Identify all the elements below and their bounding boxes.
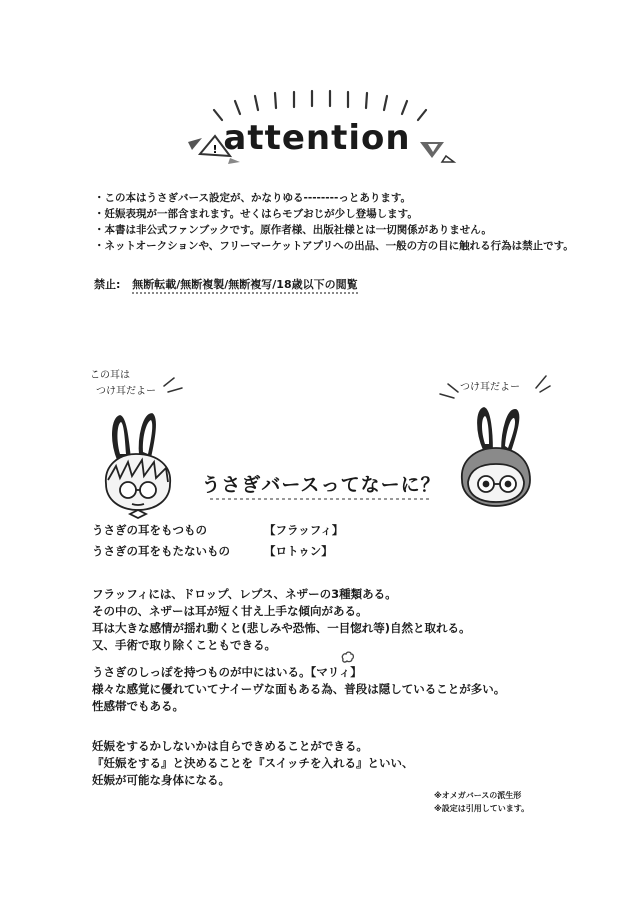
footnote-1: ※オメガバースの派生形 (434, 791, 522, 800)
paragraph-line: 妊娠をするかしないかは自らできめることができる。 (92, 739, 368, 753)
paragraph-line: 性感帯でもある。 (92, 699, 184, 713)
right-speech: つけ耳だよー (460, 382, 520, 393)
paragraph-line: 様々な感覚に優れていてナイーヴな面もある為、普段は隠していることが多い。 (92, 682, 506, 696)
paragraph-line: 耳は大きな感情が揺れ動くと(悲しみや恐怖、一目惚れ等)自然と取れる。 (92, 621, 471, 635)
svg-text:!: ! (212, 143, 218, 156)
paragraph-line: 妊娠が可能な身体になる。 (92, 773, 230, 787)
paragraph-line: うさぎのしっぽを持つものが中にはいる。【マリィ】 (92, 665, 362, 679)
left-speech-line2: つけ耳だよー (96, 386, 156, 397)
note-item: ・妊娠表現が一部含まれます。せくはらモブおじが少し登場します。 (94, 208, 418, 220)
paragraph-line: その中の、ネザーは耳が短く甘え上手な傾向がある。 (92, 604, 368, 618)
definition-text-2: うさぎの耳をもたないもの (92, 544, 230, 558)
section-question-heading: うさぎバースってなーに？ (201, 474, 441, 496)
bunny-character-right-illustration (448, 404, 544, 514)
paragraph-types (92, 586, 471, 654)
tail-puff-icon (340, 650, 356, 664)
left-speech-line1: この耳は (90, 370, 130, 381)
footnote-2: ※設定は引用しています。 (434, 804, 530, 813)
definition-text-1: うさぎの耳をもつもの (92, 523, 207, 537)
attention-notes (94, 190, 574, 254)
paragraph-tail (92, 664, 505, 715)
note-item: ・本書は非公式ファンブックです。原作者様、出版社様とは一切関係がありません。 (94, 224, 492, 236)
speech-lines-icon-right2 (532, 366, 552, 394)
paragraph-line: 『妊娠をする』と決めることを『スイッチを入れる』といい、 (92, 756, 414, 770)
definition-term-2: 【ロトゥン】 (264, 544, 333, 558)
paragraph-line: フラッフィには、ドロップ、レプス、ネザーの3種類ある。 (92, 587, 397, 601)
heading-underline (210, 496, 430, 502)
note-item: ・ネットオークションや、フリーマーケットアプリへの出品、一般の方の目に触れる行為は禁止です。 (94, 240, 574, 252)
note-item: ・この本はうさぎバース設定が、かなりゆる--------っとあります。 (94, 192, 411, 204)
bunny-character-left-illustration (96, 410, 192, 520)
paragraph-line: 又、手術で取り除くこともできる。 (92, 638, 276, 652)
page-title: attention (223, 118, 411, 158)
speech-lines-icon-left (160, 364, 186, 394)
prohibition-line (94, 276, 358, 292)
paragraph-pregnancy (92, 738, 414, 789)
prohibition-items: 無断転載/無断複製/無断複写/18歳以下の閲覧 (132, 278, 357, 294)
definition-term-1: 【フラッフィ】 (264, 523, 344, 537)
speech-lines-icon-right (436, 370, 462, 400)
prohibition-label: 禁止: (94, 278, 121, 291)
